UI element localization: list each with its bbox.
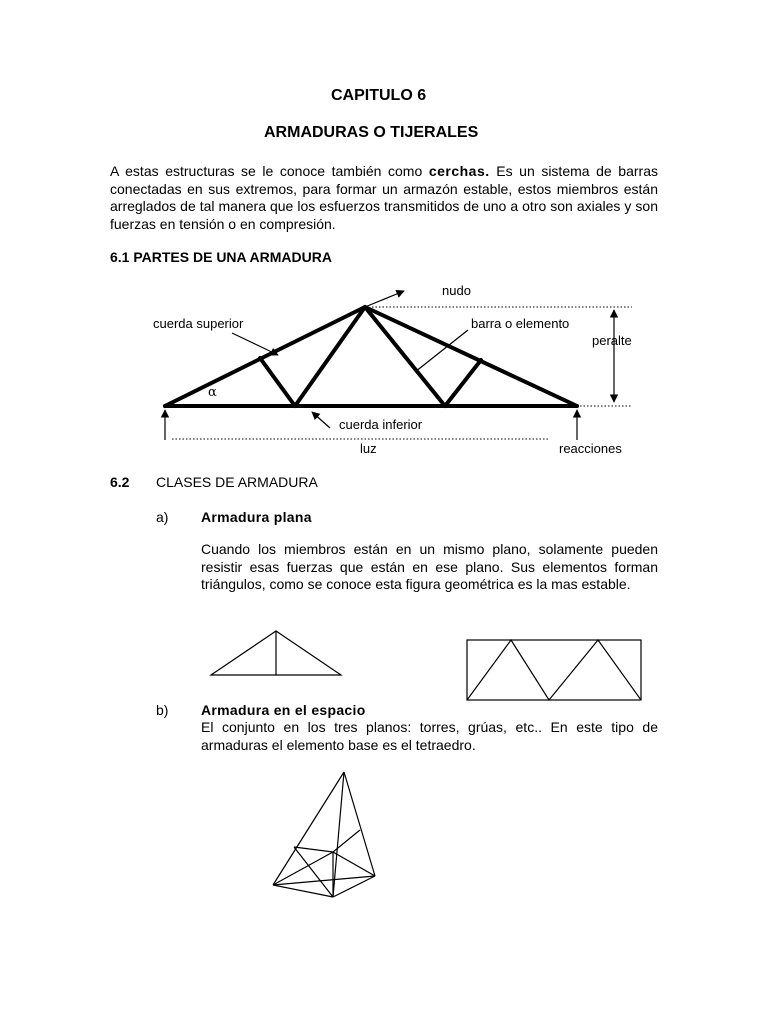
label-luz: luz	[360, 441, 377, 456]
diagonal-left	[295, 307, 365, 406]
intro-text-end: Es un sistema de barras conectadas en sus extremos, para formar un armazón estable, estos miembros están arreglados de tal manera que los esfuerzos transmitidos de uno a otro son axiales y son fuerzas en tensión o en compresión.	[110, 163, 658, 232]
page-title: ARMADURAS O TIJERALES	[264, 124, 479, 141]
intro-bold-term: cerchas.	[428, 163, 490, 179]
label-nudo: nudo	[442, 283, 471, 298]
item-a-marker: a)	[156, 509, 169, 525]
item-a-text: Cuando los miembros están en un mismo plano, solamente pueden resistir esas fuerzas que están en ese plano. Sus elementos forman triángulos, como se conoce esta figura geométrica es la mas estable.	[201, 541, 658, 592]
cuerda-superior-arrow	[232, 333, 278, 355]
diagonal-right	[365, 307, 445, 406]
label-cuerda-inferior: cuerda inferior	[339, 417, 423, 432]
flat-truss-rectangle	[467, 640, 641, 700]
chapter-title: CAPITULO 6	[331, 87, 427, 104]
section-2-heading: CLASES DE ARMADURA	[156, 474, 318, 490]
flat-truss-triangle	[211, 631, 341, 675]
label-alpha: α	[208, 385, 217, 400]
item-a-title: Armadura plana	[201, 509, 312, 525]
web-right	[445, 360, 481, 406]
item-b-text: El conjunto en los tres planos: torres, grúas, etc.. En este tipo de armaduras el elemento base es el tetraedro.	[201, 719, 658, 753]
label-cuerda-superior: cuerda superior	[153, 316, 244, 331]
web-left	[260, 358, 295, 406]
item-b-marker: b)	[156, 702, 169, 718]
section-1-heading: 6.1 PARTES DE UNA ARMADURA	[110, 249, 332, 265]
cuerda-inferior-arrow	[312, 412, 330, 428]
section-2-number: 6.2	[110, 474, 130, 490]
label-peralte: peralte	[592, 333, 632, 348]
intro-text-start: A estas estructuras se le conoce también como	[110, 163, 429, 179]
label-reacciones: reacciones	[559, 441, 622, 456]
space-truss-tetrahedron	[273, 772, 375, 897]
label-barra-o-elemento: barra o elemento	[471, 316, 570, 331]
item-b-title: Armadura en el espacio	[201, 702, 366, 718]
nudo-arrow	[365, 291, 404, 307]
